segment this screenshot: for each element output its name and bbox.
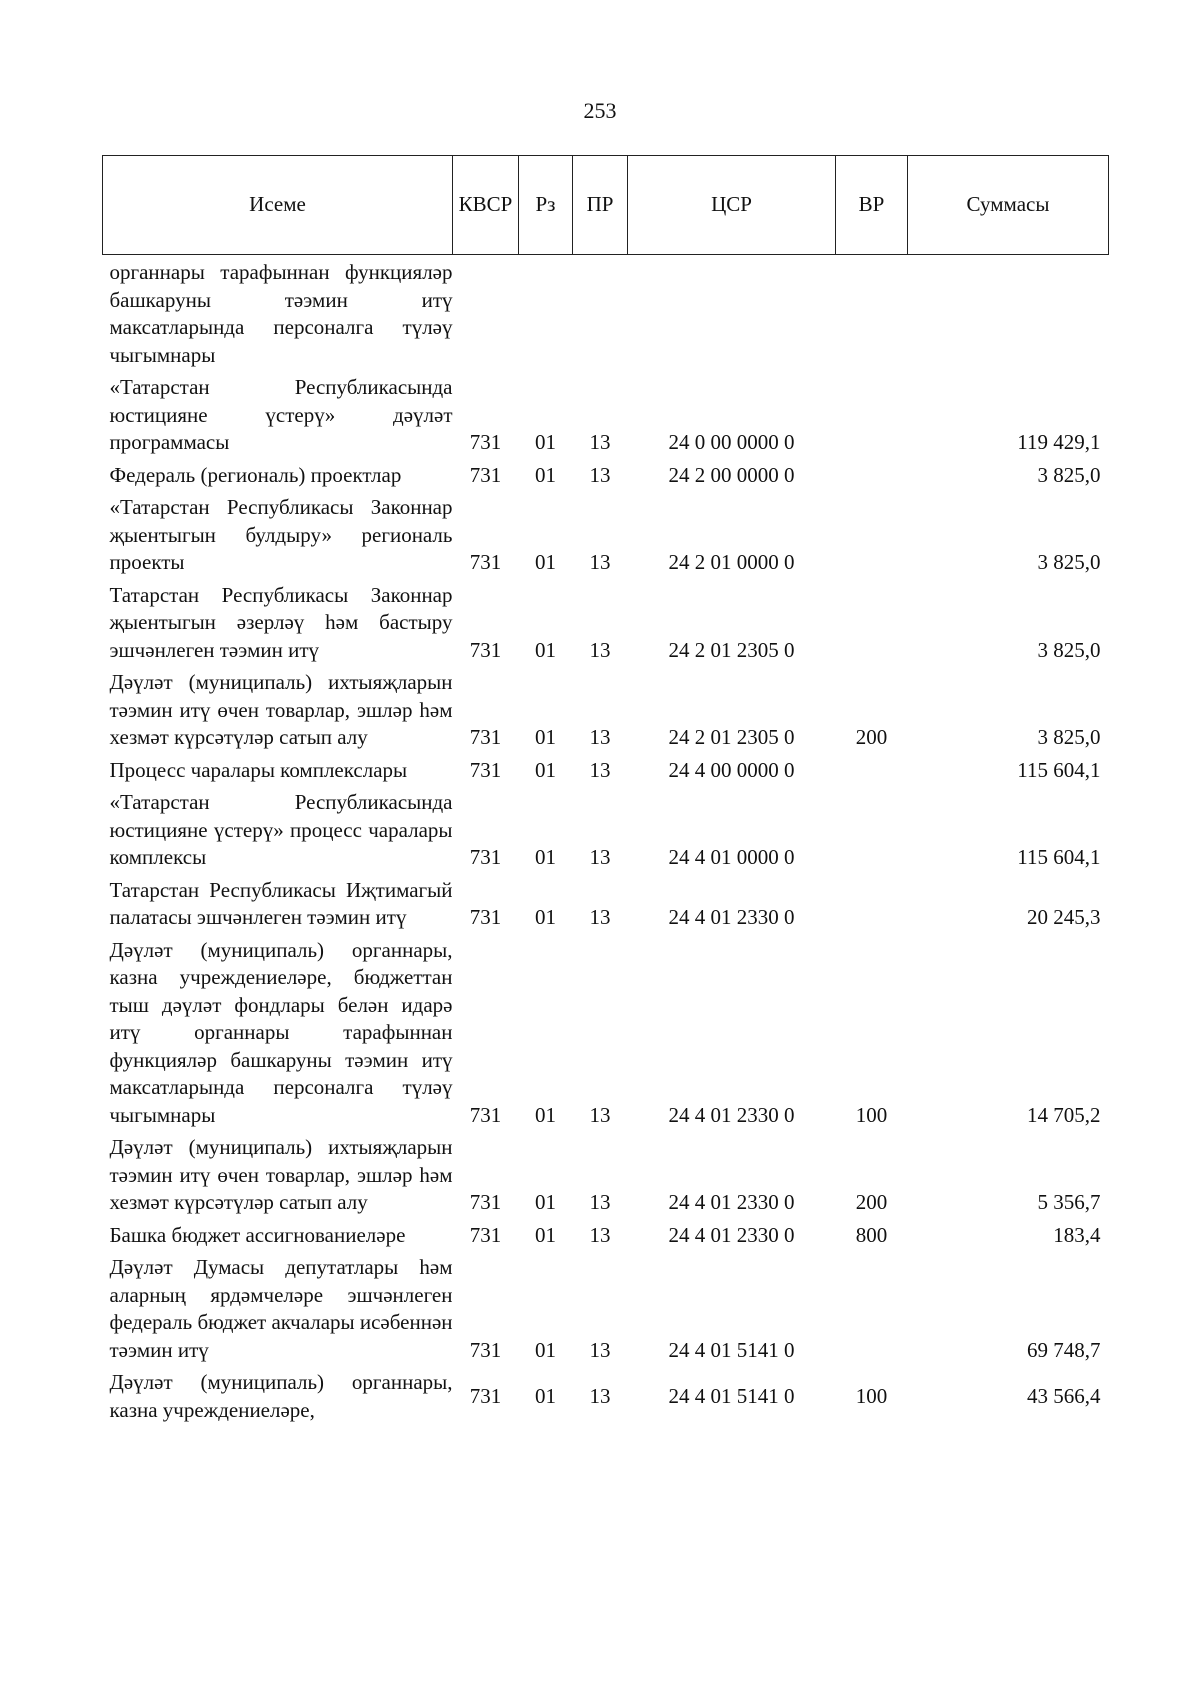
cell-pr: 13 [589,845,611,869]
table-row [103,494,1109,582]
cell-csr: 24 2 00 0000 0 [668,462,795,487]
column-header-pr: ПР [573,156,628,255]
cell-vr [836,582,908,670]
cell-pr: 13 [589,430,611,454]
cell-rz: 01 [535,430,556,454]
table-row [103,1222,1109,1255]
table-row [103,1134,1109,1222]
cell-name: Дәүләт (муниципаль) органнары, казна учреждениеләре, [109,1370,453,1422]
cell-kvsr: 731 [469,1337,502,1362]
cell-vr [836,462,908,495]
cell-vr: 200 [855,725,888,749]
cell-vr [836,255,908,375]
cell-name: Башка бюджет ассигнованиеләре [109,1222,406,1247]
cell-pr: 13 [589,462,611,487]
cell-sum: 119 429,1 [1017,430,1101,454]
cell-name: Федераль (региональ) проектлар [109,462,402,487]
cell-pr: 13 [589,1190,611,1214]
cell-sum: 3 825,0 [1037,725,1101,749]
cell-rz: 01 [535,637,556,662]
cell-csr: 24 2 01 2305 0 [668,637,795,662]
cell-kvsr: 731 [469,1222,502,1247]
cell-name: «Татарстан Республикасы Законнар җыентыгын булдыру» региональ проекты [109,495,453,574]
column-header-sum: Суммасы [908,156,1109,255]
cell-kvsr: 731 [469,757,502,782]
cell-rz: 01 [535,1384,556,1408]
table-body [103,255,1109,1430]
cell-sum: 20 245,3 [1027,905,1101,929]
cell-vr: 200 [855,1190,888,1214]
cell-sum: 3 825,0 [1037,462,1101,487]
cell-rz: 01 [535,725,556,749]
table-header [103,156,1109,255]
cell-sum: 183,4 [1053,1222,1101,1247]
table-row [103,757,1109,790]
cell-vr: 100 [855,1384,888,1408]
cell-pr: 13 [589,1102,611,1127]
cell-csr: 24 4 01 2330 0 [668,1190,795,1214]
cell-sum: 115 604,1 [1017,757,1101,782]
table-row [103,582,1109,670]
cell-name: Дәүләт (муниципаль) органнары, казна учреждениеләре, бюджеттан тыш дәүләт фондлары белән идарә итү органнары тарафыннан функцияләр башкаруны тәэмин итү максатларында персоналга түләү чыгымнары [109,937,453,1127]
column-header-csr: ЦСР [628,156,836,255]
cell-sum: 14 705,2 [1027,1102,1101,1127]
cell-csr: 24 4 00 0000 0 [668,757,795,782]
table-row [103,255,1109,375]
cell-rz: 01 [535,462,556,487]
cell-vr [836,1254,908,1369]
cell-vr [836,789,908,877]
page-number: 253 [583,98,617,123]
cell-name: «Татарстан Республикасында юстицияне үстерү» дәүләт программасы [109,375,453,454]
cell-rz: 01 [535,1190,556,1214]
column-header-rz: Рз [519,156,573,255]
cell-csr: 24 2 01 0000 0 [668,550,795,574]
cell-csr [628,255,836,375]
cell-csr: 24 0 00 0000 0 [668,430,795,454]
cell-sum: 5 356,7 [1037,1190,1101,1214]
cell-vr [836,757,908,790]
cell-kvsr: 731 [469,1384,502,1408]
cell-csr: 24 4 01 2330 0 [668,905,795,929]
cell-sum: 3 825,0 [1037,637,1101,662]
cell-kvsr: 731 [469,550,502,574]
cell-name: Дәүләт (муниципаль) ихтыяҗларын тәэмин итү өчен товарлар, эшләр һәм хезмәт күрсәтүләр сатып алу [109,670,453,749]
cell-kvsr [453,255,519,375]
cell-vr: 800 [855,1222,888,1247]
cell-rz: 01 [535,1102,556,1127]
cell-rz: 01 [535,757,556,782]
cell-rz: 01 [535,550,556,574]
cell-csr: 24 4 01 5141 0 [668,1337,795,1362]
budget-table [102,155,1109,1429]
cell-name: Дәүләт (муниципаль) ихтыяҗларын тәэмин итү өчен товарлар, эшләр һәм хезмәт күрсәтүләр сатып алу [109,1135,453,1214]
cell-name: Дәүләт Думасы депутатлары һәм аларның ярдәмчеләре эшчәнлеген федераль бюджет акчалары исәбеннән тәэмин итү [109,1255,453,1362]
cell-name: «Татарстан Республикасында юстицияне үстерү» процесс чаралары комплексы [109,790,453,869]
cell-pr [573,255,628,375]
cell-vr: 100 [855,1102,888,1127]
cell-rz: 01 [535,1222,556,1247]
cell-sum: 3 825,0 [1037,550,1101,574]
cell-pr: 13 [589,1384,611,1408]
cell-kvsr: 731 [469,637,502,662]
cell-kvsr: 731 [469,1102,502,1127]
cell-rz [519,255,573,375]
cell-csr: 24 2 01 2305 0 [668,725,795,749]
table-row [103,1254,1109,1369]
cell-kvsr: 731 [469,1190,502,1214]
cell-rz: 01 [535,1337,556,1362]
cell-sum: 115 604,1 [1017,845,1101,869]
cell-rz: 01 [535,905,556,929]
cell-csr: 24 4 01 0000 0 [668,845,795,869]
cell-csr: 24 4 01 2330 0 [668,1222,795,1247]
cell-vr [836,494,908,582]
cell-vr [836,877,908,937]
column-header-name: Исеме [103,156,453,255]
cell-csr: 24 4 01 2330 0 [668,1102,795,1127]
cell-pr: 13 [589,637,611,662]
table-row [103,374,1109,462]
column-header-kvsr: КВСР [453,156,519,255]
cell-sum: 43 566,4 [1027,1384,1101,1408]
table-row [103,789,1109,877]
table-row [103,1369,1109,1429]
cell-kvsr: 731 [469,430,502,454]
cell-pr: 13 [589,1337,611,1362]
column-header-vr: ВР [836,156,908,255]
cell-kvsr: 731 [469,462,502,487]
cell-name: Процесс чаралары комплекслары [109,757,408,782]
cell-kvsr: 731 [469,905,502,929]
cell-kvsr: 731 [469,725,502,749]
cell-sum: 69 748,7 [1027,1337,1101,1362]
cell-name: органнары тарафыннан функцияләр башкаруны тәэмин итү максатларында персоналга түләү чыгымнары [109,260,453,367]
cell-name: Татарстан Республикасы Законнар җыентыгын әзерләү һәм бастыру эшчәнлеген тәэмин итү [109,582,453,662]
table-row [103,669,1109,757]
cell-kvsr: 731 [469,845,502,869]
table-row [103,462,1109,495]
table-row [103,937,1109,1135]
table-row [103,877,1109,937]
cell-csr: 24 4 01 5141 0 [668,1384,795,1408]
cell-pr: 13 [589,905,611,929]
cell-sum [908,255,1109,375]
cell-pr: 13 [589,1222,611,1247]
cell-pr: 13 [589,550,611,574]
cell-pr: 13 [589,725,611,749]
cell-name: Татарстан Республикасы Иҗтимагый палатасы эшчәнлеген тәэмин итү [109,877,453,929]
cell-rz: 01 [535,845,556,869]
cell-vr [836,374,908,462]
cell-pr: 13 [589,757,611,782]
